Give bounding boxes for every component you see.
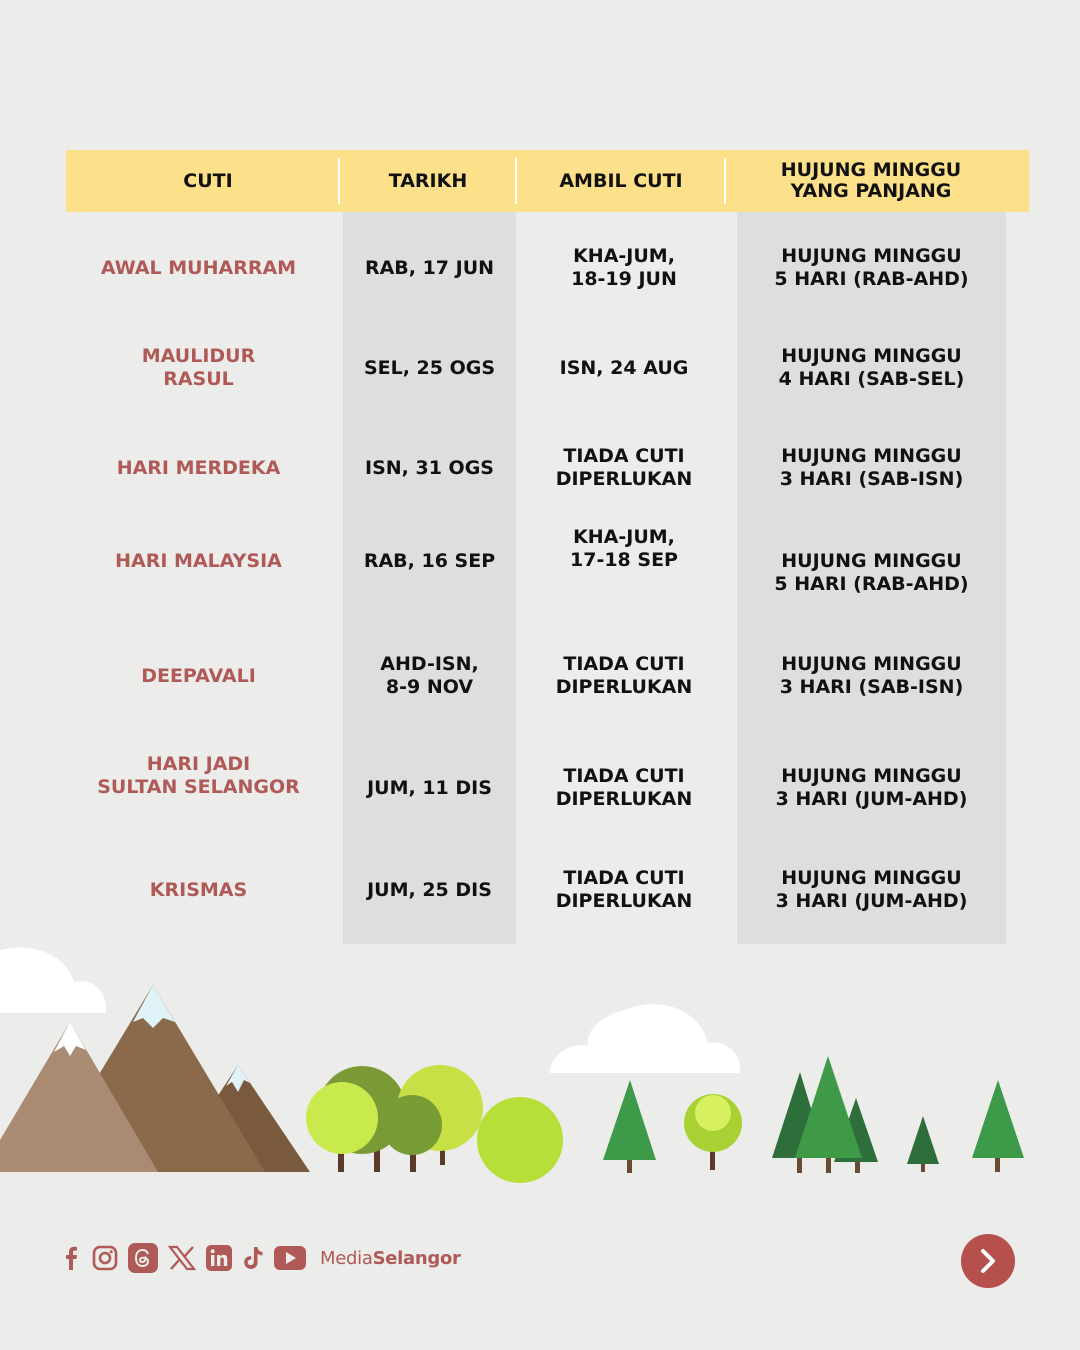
header-hujung-minggu: HUJUNG MINGGU YANG PANJANG bbox=[780, 159, 962, 202]
landscape-illustration bbox=[0, 930, 1080, 1190]
pine-tree bbox=[603, 1080, 656, 1173]
table-row bbox=[66, 422, 1029, 514]
leave-to-take: ISN, 24 AUG bbox=[559, 356, 689, 379]
leave-to-take: TIADA CUTI DIPERLUKAN bbox=[555, 445, 693, 490]
leave-to-take: TIADA CUTI DIPERLUKAN bbox=[555, 653, 693, 698]
threads-icon[interactable] bbox=[128, 1243, 158, 1273]
holiday-name: KRISMAS bbox=[149, 878, 248, 901]
holiday-date: AHD-ISN, 8-9 NOV bbox=[380, 653, 479, 698]
table-row bbox=[66, 630, 1029, 722]
table-row bbox=[66, 742, 1029, 834]
pine-tree-small bbox=[907, 1116, 939, 1172]
table-row bbox=[66, 222, 1029, 314]
holiday-date: JUM, 25 DIS bbox=[367, 878, 492, 901]
brand-logo-light: Media bbox=[320, 1247, 373, 1269]
round-tree-small bbox=[684, 1094, 742, 1170]
holiday-name: HARI MERDEKA bbox=[116, 456, 281, 479]
holiday-name: DEEPAVALI bbox=[141, 664, 256, 687]
leave-to-take: KHA-JUM, 18-19 JUN bbox=[571, 245, 677, 290]
social-links bbox=[60, 1238, 461, 1278]
chevron-right-icon bbox=[976, 1247, 1000, 1275]
table-header bbox=[66, 150, 1029, 212]
holiday-date: SEL, 25 OGS bbox=[363, 356, 496, 379]
brand-logo bbox=[320, 1248, 461, 1269]
long-weekend: HUJUNG MINGGU 3 HARI (SAB-ISN) bbox=[779, 445, 964, 490]
table-row bbox=[66, 844, 1029, 936]
table-row bbox=[66, 515, 1029, 607]
instagram-icon[interactable] bbox=[92, 1245, 118, 1271]
holiday-date: ISN, 31 OGS bbox=[365, 456, 494, 479]
header-tarikh: TARIKH bbox=[388, 169, 468, 192]
long-weekend: HUJUNG MINGGU 4 HARI (SAB-SEL) bbox=[778, 345, 965, 390]
brand-logo-bold: Selangor bbox=[372, 1247, 461, 1269]
cloud-middle bbox=[550, 1004, 740, 1073]
long-weekend: HUJUNG MINGGU 3 HARI (SAB-ISN) bbox=[779, 653, 964, 698]
next-page-button[interactable] bbox=[961, 1234, 1015, 1288]
leave-to-take: TIADA CUTI DIPERLUKAN bbox=[555, 765, 693, 810]
long-weekend: HUJUNG MINGGU 3 HARI (JUM-AHD) bbox=[775, 867, 968, 912]
holiday-name: AWAL MUHARRAM bbox=[100, 256, 297, 279]
holiday-date: RAB, 16 SEP bbox=[363, 549, 496, 572]
holiday-name: HARI JADI SULTAN SELANGOR bbox=[97, 753, 300, 798]
header-cuti: CUTI bbox=[183, 169, 233, 192]
tiktok-icon[interactable] bbox=[242, 1245, 264, 1271]
leave-to-take: KHA-JUM, 17-18 SEP bbox=[570, 526, 678, 571]
x-icon[interactable] bbox=[168, 1245, 196, 1271]
round-tree-group bbox=[306, 1065, 563, 1183]
long-weekend: HUJUNG MINGGU 5 HARI (RAB-AHD) bbox=[774, 245, 969, 290]
table-row bbox=[66, 322, 1029, 414]
holiday-date: JUM, 11 DIS bbox=[367, 776, 492, 799]
facebook-icon[interactable] bbox=[60, 1245, 82, 1271]
pine-tree-cluster bbox=[772, 1056, 878, 1173]
youtube-icon[interactable] bbox=[274, 1246, 306, 1270]
header-ambil-cuti: AMBIL CUTI bbox=[559, 169, 683, 192]
leave-to-take: TIADA CUTI DIPERLUKAN bbox=[555, 867, 693, 912]
holiday-name: HARI MALAYSIA bbox=[115, 549, 282, 572]
holiday-name: MAULIDUR RASUL bbox=[141, 345, 256, 390]
long-weekend: HUJUNG MINGGU 3 HARI (JUM-AHD) bbox=[775, 765, 968, 810]
linkedin-icon[interactable] bbox=[206, 1245, 232, 1271]
long-weekend: HUJUNG MINGGU 5 HARI (RAB-AHD) bbox=[774, 550, 969, 595]
cloud-left bbox=[0, 948, 106, 1013]
pine-tree bbox=[972, 1080, 1024, 1172]
holiday-date: RAB, 17 JUN bbox=[364, 256, 495, 279]
